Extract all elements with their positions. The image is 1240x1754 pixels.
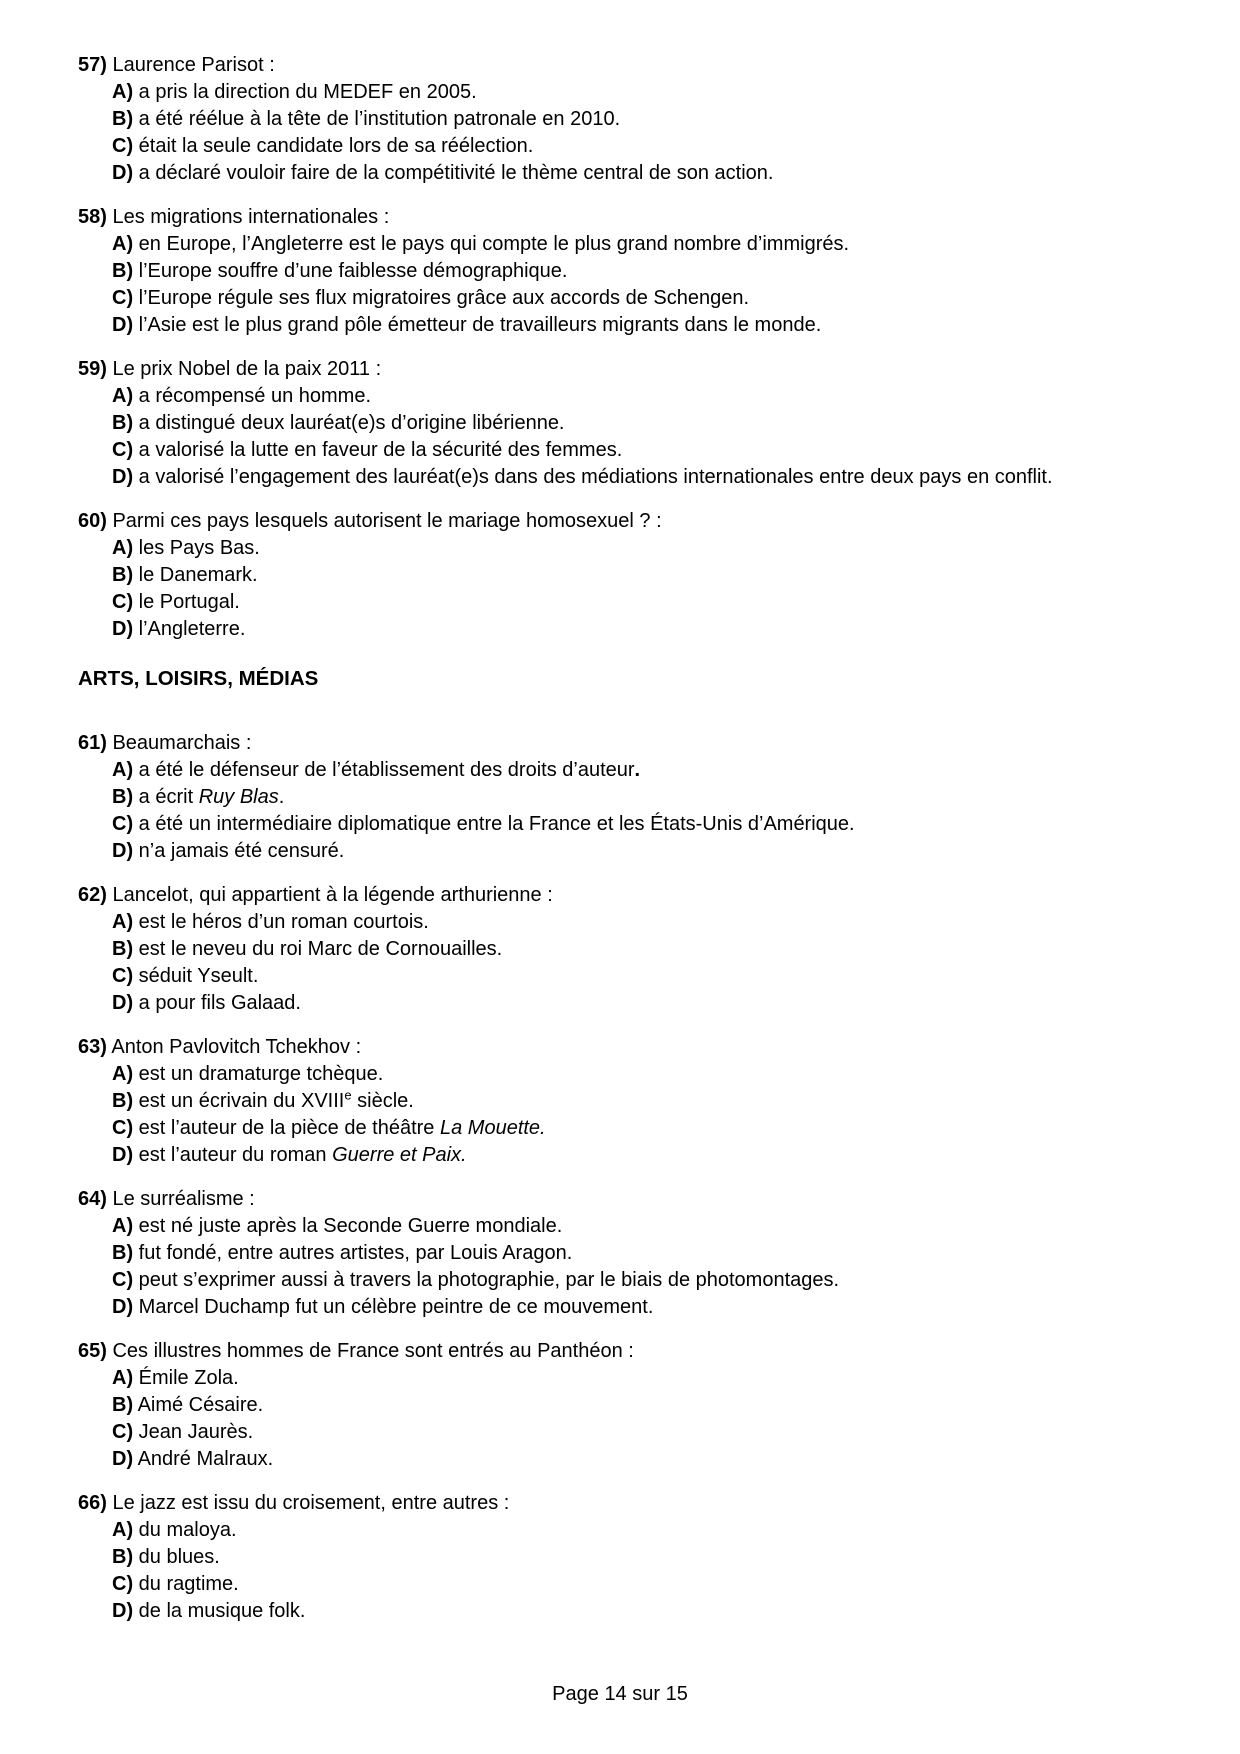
option-row [78,437,1180,464]
option-label: B) [112,412,134,434]
option-label: B) [112,938,134,960]
option-row [78,838,1180,865]
option-row [78,231,1180,258]
plain-text: du blues. [138,1546,220,1568]
plain-text: siècle. [351,1090,414,1112]
option-label: B) [112,564,134,586]
option-label: C) [112,813,134,835]
option-label: D) [112,1448,134,1470]
option-label: D) [112,1144,134,1166]
option-row [78,757,1180,784]
option-label: C) [112,439,134,461]
question-65 [78,1338,1180,1473]
option-row [78,410,1180,437]
question-59 [78,356,1180,491]
plain-text: était la seule candidate lors de sa réélection. [138,135,534,157]
question-title [78,882,1180,909]
question-64 [78,1186,1180,1321]
plain-text: n’a jamais été censuré. [138,840,345,862]
plain-text: séduit Yseult. [138,965,259,987]
option-row [78,285,1180,312]
question-text: Les migrations internationales : [106,206,390,228]
quiz-content [78,52,1180,1642]
option-row [78,936,1180,963]
plain-text: Émile Zola. [138,1367,239,1389]
plain-text: a distingué deux lauréat(e)s d’origine libérienne. [138,412,565,434]
question-text: Laurence Parisot : [106,54,275,76]
question-60 [78,508,1180,643]
plain-text: a été un intermédiaire diplomatique entre la France et les États-Unis d’Amérique. [138,813,855,835]
option-label: B) [112,1394,134,1416]
option-row [78,909,1180,936]
question-58 [78,204,1180,339]
question-number: 60) [78,510,107,532]
plain-text: Jean Jaurès. [138,1421,254,1443]
option-label: C) [112,1573,134,1595]
option-row [78,1365,1180,1392]
question-title [78,52,1180,79]
plain-text: a pris la direction du MEDEF en 2005. [138,81,477,103]
question-title [78,204,1180,231]
plain-text: a été réélue à la tête de l’institution patronale en 2010. [138,108,621,130]
plain-text: peut s’exprimer aussi à travers la photographie, par le biais de photomontages. [138,1269,840,1291]
option-row [78,1240,1180,1267]
question-number: 61) [78,732,107,754]
plain-text: a été le défenseur de l’établissement des droits d’auteur [138,759,635,781]
question-title [78,730,1180,757]
question-number: 62) [78,884,107,906]
question-title [78,356,1180,383]
option-row [78,562,1180,589]
option-label: D) [112,1296,134,1318]
question-62 [78,882,1180,1017]
plain-text: Aimé Césaire. [137,1394,264,1416]
italic-text: Guerre et Paix. [332,1144,467,1166]
plain-text: le Danemark. [138,564,258,586]
question-number: 59) [78,358,107,380]
plain-text: les Pays Bas. [138,537,260,559]
option-label: A) [112,911,134,933]
option-label: C) [112,1269,134,1291]
question-number: 63) [78,1036,107,1058]
option-label: D) [112,618,134,640]
plain-text: du maloya. [138,1519,237,1541]
plain-text: est l’auteur du roman [138,1144,333,1166]
option-row [78,1115,1180,1142]
question-number: 58) [78,206,107,228]
option-label: A) [112,385,134,407]
plain-text: Marcel Duchamp fut un célèbre peintre de ce mouvement. [138,1296,654,1318]
question-text: Beaumarchais : [106,732,252,754]
option-label: D) [112,466,134,488]
question-number: 66) [78,1492,107,1514]
option-row [78,1142,1180,1169]
option-label: C) [112,287,134,309]
option-label: D) [112,162,134,184]
question-title [78,1034,1180,1061]
plain-text: l’Asie est le plus grand pôle émetteur de travailleurs migrants dans le monde. [138,314,822,336]
option-row [78,990,1180,1017]
plain-text: a déclaré vouloir faire de la compétitivité le thème central de son action. [138,162,774,184]
option-label: A) [112,537,134,559]
option-row [78,106,1180,133]
option-row [78,1267,1180,1294]
option-row [78,79,1180,106]
option-row [78,1294,1180,1321]
option-row [78,784,1180,811]
option-row [78,1213,1180,1240]
section-header: ARTS, LOISIRS, MÉDIAS [78,667,319,690]
page-footer [0,1681,1240,1708]
option-label: D) [112,840,134,862]
option-row [78,258,1180,285]
option-row [78,383,1180,410]
question-text: Anton Pavlovitch Tchekhov : [106,1036,362,1058]
option-label: C) [112,1117,134,1139]
option-row [78,1544,1180,1571]
plain-text: a valorisé la lutte en faveur de la sécurité des femmes. [138,439,623,461]
plain-text: a récompensé un homme. [138,385,372,407]
question-title [78,1490,1180,1517]
plain-text: est un dramaturge tchèque. [138,1063,384,1085]
plain-text: est le héros d’un roman courtois. [138,911,429,933]
option-row [78,535,1180,562]
plain-text: a valorisé l’engagement des lauréat(e)s dans des médiations internationales entre deux pays en conflit. [138,466,1053,488]
option-label: B) [112,1546,134,1568]
option-row [78,312,1180,339]
italic-text: La Mouette. [439,1117,546,1139]
question-title [78,1186,1180,1213]
question-title [78,1338,1180,1365]
option-row [78,133,1180,160]
option-label: C) [112,1421,134,1443]
option-row [78,1061,1180,1088]
plain-text: fut fondé, entre autres artistes, par Louis Aragon. [138,1242,573,1264]
question-text: Le surréalisme : [106,1188,255,1210]
plain-text: est l’auteur de la pièce de théâtre [138,1117,440,1139]
option-label: A) [112,1367,134,1389]
plain-text: a pour fils Galaad. [138,992,301,1014]
option-label: B) [112,786,134,808]
plain-text: du ragtime. [138,1573,239,1595]
option-label: C) [112,591,134,613]
option-row [78,1598,1180,1625]
question-number: 64) [78,1188,107,1210]
option-label: B) [112,1090,134,1112]
option-label: D) [112,1600,134,1622]
option-row [78,160,1180,187]
plain-text: André Malraux. [137,1448,274,1470]
plain-text: est né juste après la Seconde Guerre mondiale. [138,1215,563,1237]
question-text: Le prix Nobel de la paix 2011 : [106,358,382,380]
question-title [78,508,1180,535]
question-text: Le jazz est issu du croisement, entre autres : [106,1492,510,1514]
option-label: C) [112,135,134,157]
question-text: Parmi ces pays lesquels autorisent le mariage homosexuel ? : [106,510,662,532]
question-61 [78,730,1180,865]
option-label: A) [112,759,134,781]
option-row [78,616,1180,643]
option-row [78,1088,1180,1115]
question-57 [78,52,1180,187]
option-label: D) [112,992,134,1014]
plain-text: est le neveu du roi Marc de Cornouailles. [138,938,503,960]
option-row [78,811,1180,838]
option-label: A) [112,1063,134,1085]
plain-text: en Europe, l’Angleterre est le pays qui compte le plus grand nombre d’immigrés. [138,233,850,255]
plain-text: de la musique folk. [138,1600,306,1622]
question-number: 57) [78,54,107,76]
question-text: Lancelot, qui appartient à la légende arthurienne : [106,884,553,906]
option-label: B) [112,1242,134,1264]
plain-text: l’Europe souffre d’une faiblesse démographique. [138,260,568,282]
option-row [78,1392,1180,1419]
option-label: C) [112,965,134,987]
option-row [78,1571,1180,1598]
option-label: D) [112,314,134,336]
option-row [78,1517,1180,1544]
question-text: Ces illustres hommes de France sont entrés au Panthéon : [106,1340,634,1362]
plain-text: a écrit [138,786,199,808]
plain-text: est un écrivain du XVIII [138,1090,345,1112]
option-label: A) [112,1519,134,1541]
option-row [78,1419,1180,1446]
option-label: B) [112,260,134,282]
plain-text: le Portugal. [138,591,240,613]
option-label: B) [112,108,134,130]
plain-text: l’Angleterre. [138,618,246,640]
option-label: A) [112,1215,134,1237]
plain-text: . [278,786,285,808]
question-number: 65) [78,1340,107,1362]
superscript-text: e [344,1087,352,1103]
option-row [78,589,1180,616]
option-row [78,1446,1180,1473]
question-63 [78,1034,1180,1169]
italic-text: Ruy Blas [198,786,279,808]
option-row [78,464,1180,491]
option-label: A) [112,81,134,103]
option-label: A) [112,233,134,255]
question-66 [78,1490,1180,1625]
page-number-text: Page 14 sur 15 [552,1683,688,1705]
option-row [78,963,1180,990]
plain-text: l’Europe régule ses flux migratoires grâce aux accords de Schengen. [138,287,750,309]
bold-text: . [634,759,641,781]
